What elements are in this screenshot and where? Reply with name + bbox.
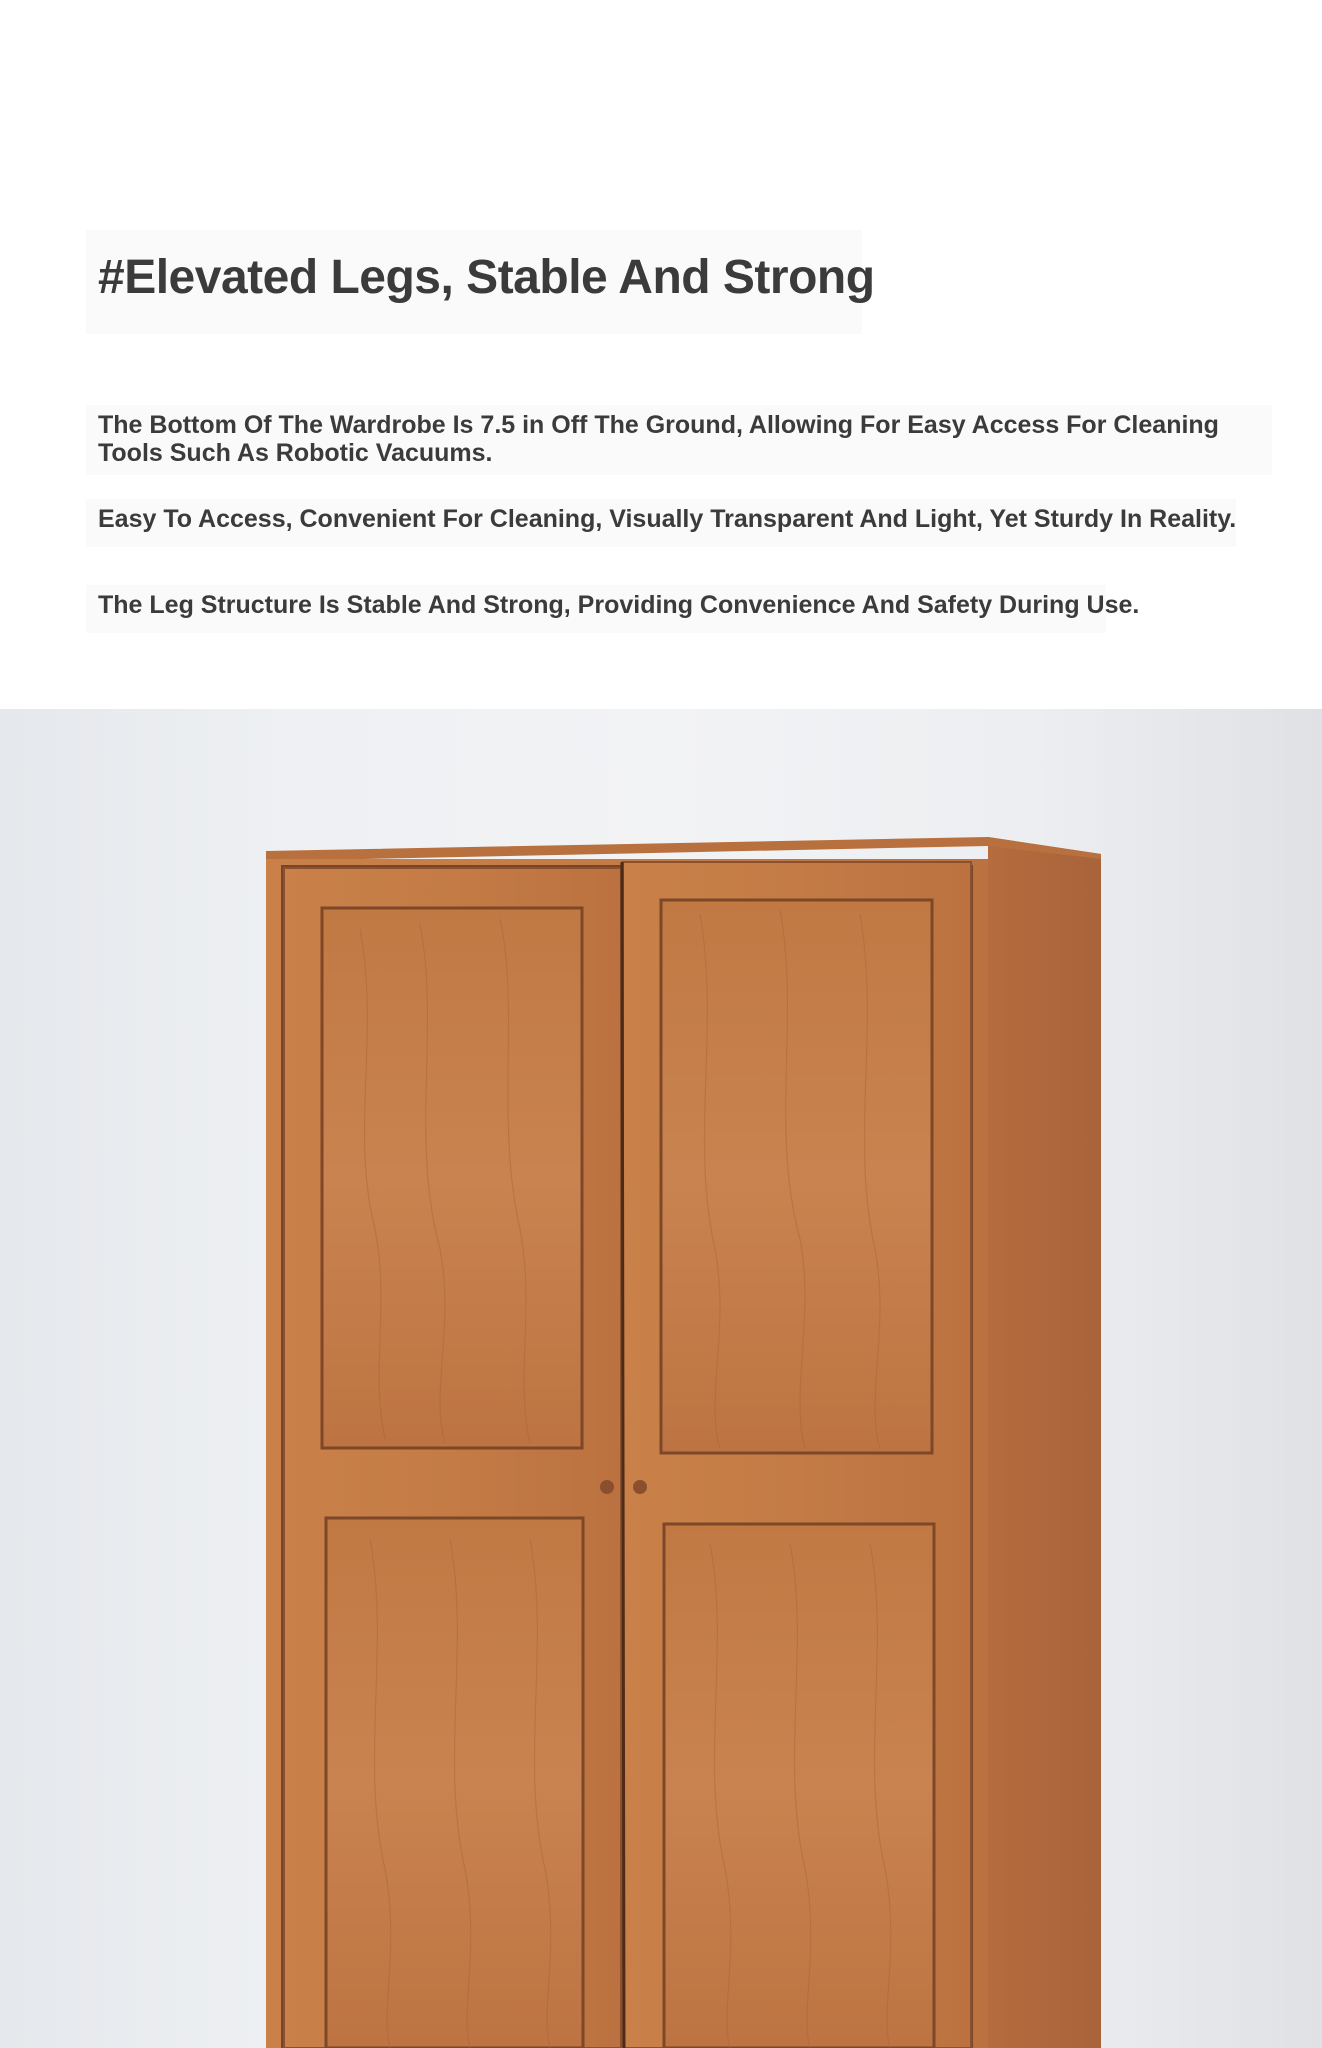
door-gap bbox=[622, 862, 624, 2048]
section-headline: #Elevated Legs, Stable And Strong bbox=[86, 230, 862, 334]
feature-paragraph-easy-access: Easy To Access, Convenient For Cleaning, Visually Transparent And Light, Yet Sturdy In Reality. bbox=[86, 499, 1236, 547]
wardrobe-side bbox=[988, 837, 1101, 2048]
wardrobe-photo bbox=[0, 709, 1322, 2048]
right-door-upper-panel bbox=[661, 900, 932, 1453]
right-door-knob bbox=[633, 1480, 647, 1494]
left-door-knob bbox=[600, 1480, 614, 1494]
right-door-lower-panel bbox=[664, 1524, 934, 2048]
wardrobe-illustration bbox=[0, 709, 1322, 2048]
wardrobe-top bbox=[266, 837, 1101, 861]
feature-paragraph-leg-structure: The Leg Structure Is Stable And Strong, Providing Convenience And Safety During Use. bbox=[86, 585, 1106, 633]
left-door-upper-panel bbox=[322, 908, 582, 1448]
feature-paragraph-ground-clearance: The Bottom Of The Wardrobe Is 7.5 in Off The Ground, Allowing For Easy Access For Cleaning Tools Such As Robotic Vacuums. bbox=[86, 405, 1272, 475]
